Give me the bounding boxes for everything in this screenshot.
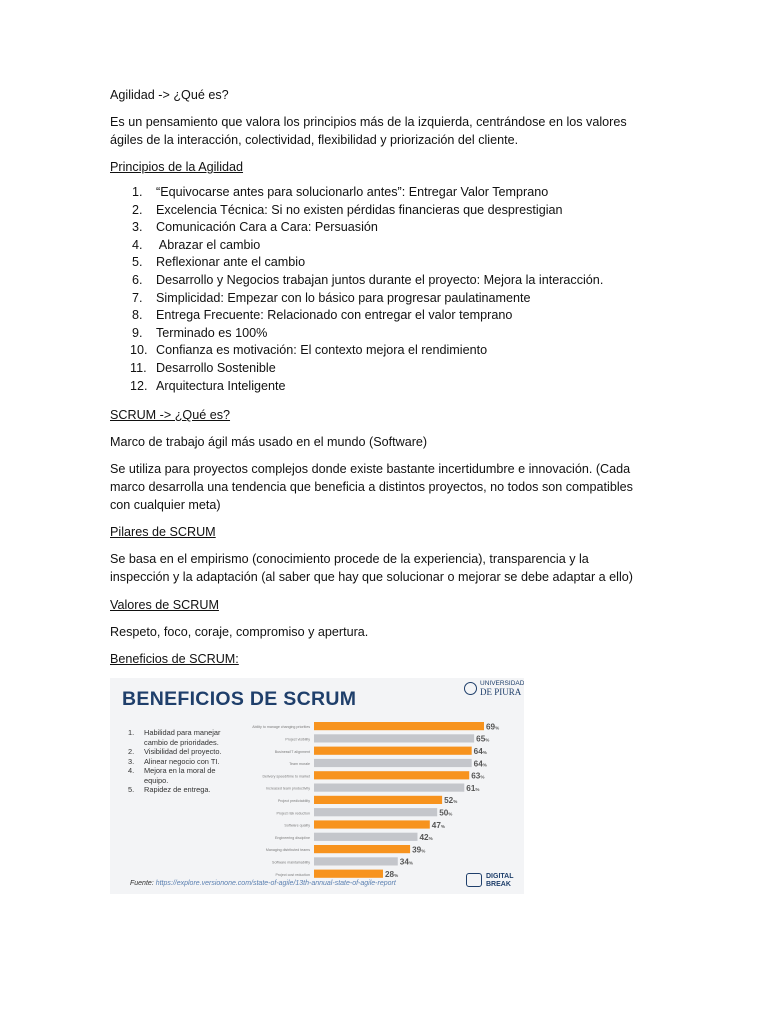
scrum-paragraph-2c: con cualquier meta) <box>110 498 221 512</box>
logo-text-bottom: DE PIURA <box>480 687 522 697</box>
data-label: 34% <box>399 857 413 867</box>
beneficios-heading: Beneficios de SCRUM: <box>110 652 239 666</box>
data-label: 64% <box>473 759 487 769</box>
list-item <box>110 360 603 378</box>
list-text: Mejora en la moral de <box>144 766 216 775</box>
category-label: Team morale <box>289 762 310 767</box>
scrum-paragraph-2b: marco desarrolla una tendencia que beneficia a distintos proyectos, no todos son compatibles <box>110 480 633 494</box>
source-caption <box>130 880 396 887</box>
data-label: 42% <box>419 833 433 843</box>
list-text: Reflexionar ante el cambio <box>156 255 306 270</box>
beneficios-slide-image <box>110 678 524 894</box>
list-number: 8. <box>132 308 143 323</box>
category-label: Business/IT alignment <box>274 749 310 754</box>
list-number: 12. <box>130 378 148 393</box>
list-number: 6. <box>132 272 143 287</box>
list-item <box>110 307 603 325</box>
pilares-heading: Pilares de SCRUM <box>110 525 216 539</box>
list-number: 4. <box>128 766 135 775</box>
list-item <box>110 202 603 220</box>
list-text: Desarrollo y Negocios trabajan juntos durante el proyecto: Mejora la interacción. <box>156 272 604 287</box>
list-number: 3. <box>128 756 135 766</box>
bar <box>314 870 383 878</box>
category-label: Project cost reduction <box>275 872 310 877</box>
principles-list <box>110 184 603 395</box>
valores-text: Respeto, foco, coraje, compromiso y apertura. <box>110 625 369 639</box>
bar <box>314 747 472 755</box>
slide-title: BENEFICIOS DE SCRUM <box>122 688 357 710</box>
list-item <box>110 184 603 202</box>
list-item <box>110 325 603 343</box>
intro-line-2: ágiles de la interacción, colectividad, flexibilidad y priorización del cliente. <box>110 133 519 147</box>
data-label: 50% <box>439 808 453 818</box>
list-number: 3. <box>132 220 143 235</box>
list-number: 2. <box>128 747 135 756</box>
list-number: 9. <box>132 325 143 340</box>
list-text: “Equivocarse antes para solucionarlo antes”: Entregar Valor Temprano <box>156 185 549 199</box>
bar <box>314 820 430 828</box>
list-number: 10. <box>130 343 148 358</box>
pilares-line-2: inspección y la adaptación (al saber que hay que solucionar o mejorar se debe adaptar a ello) <box>110 570 633 584</box>
category-label: Project predictability <box>277 799 310 803</box>
category-label: Ability to manage changing priorities <box>252 725 310 730</box>
list-text: equipo. <box>144 775 169 785</box>
list-number: 5. <box>132 255 143 270</box>
data-label: 47% <box>431 820 446 830</box>
category-label: Software quality <box>284 823 310 828</box>
list-text: Confianza es motivación: El contexto mejora el rendimiento <box>156 343 488 358</box>
data-label: 64% <box>473 747 487 756</box>
list-item <box>110 378 603 396</box>
bar <box>314 845 410 853</box>
list-text: Arquitectura Inteligente <box>156 378 286 393</box>
list-item <box>110 342 603 360</box>
bar <box>314 857 398 865</box>
list-text: Habilidad para manejar <box>144 728 221 737</box>
list-text: Excelencia Técnica: Si no existen pérdidas financieras que desprestigian <box>156 202 563 217</box>
list-item <box>110 237 603 255</box>
list-number: 2. <box>132 202 143 217</box>
list-text: Desarrollo Sostenible <box>156 360 276 375</box>
bar <box>314 734 474 742</box>
db-logo-icon <box>466 873 482 887</box>
valores-heading: Valores de SCRUM <box>110 598 219 612</box>
scrum-heading: SCRUM -> ¿Qué es? <box>110 408 231 422</box>
scrum-paragraph-1: Marco de trabajo ágil más usado en el mundo (Software) <box>110 435 428 449</box>
list-number: 11. <box>130 360 147 375</box>
bar <box>314 759 472 767</box>
list-text: Simplicidad: Empezar con lo básico para progresar paulatinamente <box>156 290 531 305</box>
list-number: 1. <box>132 185 143 199</box>
data-label: 69% <box>486 722 500 732</box>
intro-line-1: Es un pensamiento que valora los principios más de la izquierda, centrándose en los valores <box>110 115 627 129</box>
data-label: 63% <box>471 771 485 781</box>
source-label: Fuente: <box>130 880 154 887</box>
digital-break-logo <box>466 872 520 890</box>
list-number: 5. <box>128 785 135 794</box>
data-label: 39% <box>412 845 426 855</box>
category-label: Software maintainability <box>272 860 310 865</box>
list-text: Alinear negocio con TI. <box>144 756 220 766</box>
data-label: 28% <box>384 870 399 879</box>
principles-heading: Principios de la Agilidad <box>110 160 244 174</box>
bar <box>314 784 464 792</box>
category-label: Delivery speed/time to market <box>262 774 310 779</box>
logo-text-top: UNIVERSIDAD <box>480 680 524 687</box>
brand-line-2: BREAK <box>486 880 511 888</box>
list-text: Visibilidad del proyecto. <box>144 747 222 756</box>
brand-line-1: DIGITAL <box>486 873 514 880</box>
pilares-line-1: Se basa en el empirismo (conocimiento procede de la experiencia), transparencia y la <box>110 552 589 566</box>
list-item <box>110 272 603 290</box>
list-text: Rapidez de entrega. <box>144 785 211 794</box>
bar <box>314 833 417 841</box>
bar <box>314 771 469 779</box>
source-link[interactable]: https://explore.versionone.com/state-of-agile/13th-annual-state-of-agile-report <box>155 880 396 887</box>
list-text: Entrega Frecuente: Relacionado con entregar el valor temprano <box>156 308 513 323</box>
data-label: 61% <box>466 783 480 793</box>
list-text: Abrazar el cambio <box>156 237 261 252</box>
bar <box>314 796 442 804</box>
list-number: 7. <box>132 290 143 305</box>
list-number: 1. <box>128 728 135 737</box>
list-text: cambio de prioridades. <box>144 737 219 747</box>
category-label: Engineering discipline <box>275 835 310 840</box>
scrum-paragraph-2a: Se utiliza para proyectos complejos donde existe bastante incertidumbre e innovación. (Cada <box>110 462 631 476</box>
list-number: 4. <box>132 237 143 252</box>
category-label: Project risk reduction <box>276 811 310 816</box>
agilidad-heading: Agilidad -> ¿Qué es? <box>110 88 229 102</box>
list-item <box>110 254 603 272</box>
benefits-bar-chart <box>110 678 524 894</box>
list-item <box>110 290 603 308</box>
list-item <box>110 219 603 237</box>
list-text: Terminado es 100% <box>156 325 268 340</box>
list-text: Comunicación Cara a Cara: Persuasión <box>156 220 378 235</box>
bar <box>314 808 437 816</box>
category-label: Managing distributed teams <box>265 848 310 853</box>
category-label: Project visibility <box>285 737 310 742</box>
data-label: 52% <box>444 796 458 806</box>
bar <box>314 722 484 730</box>
data-label: 65% <box>476 734 490 744</box>
category-label: Increased team productivity <box>266 786 310 791</box>
